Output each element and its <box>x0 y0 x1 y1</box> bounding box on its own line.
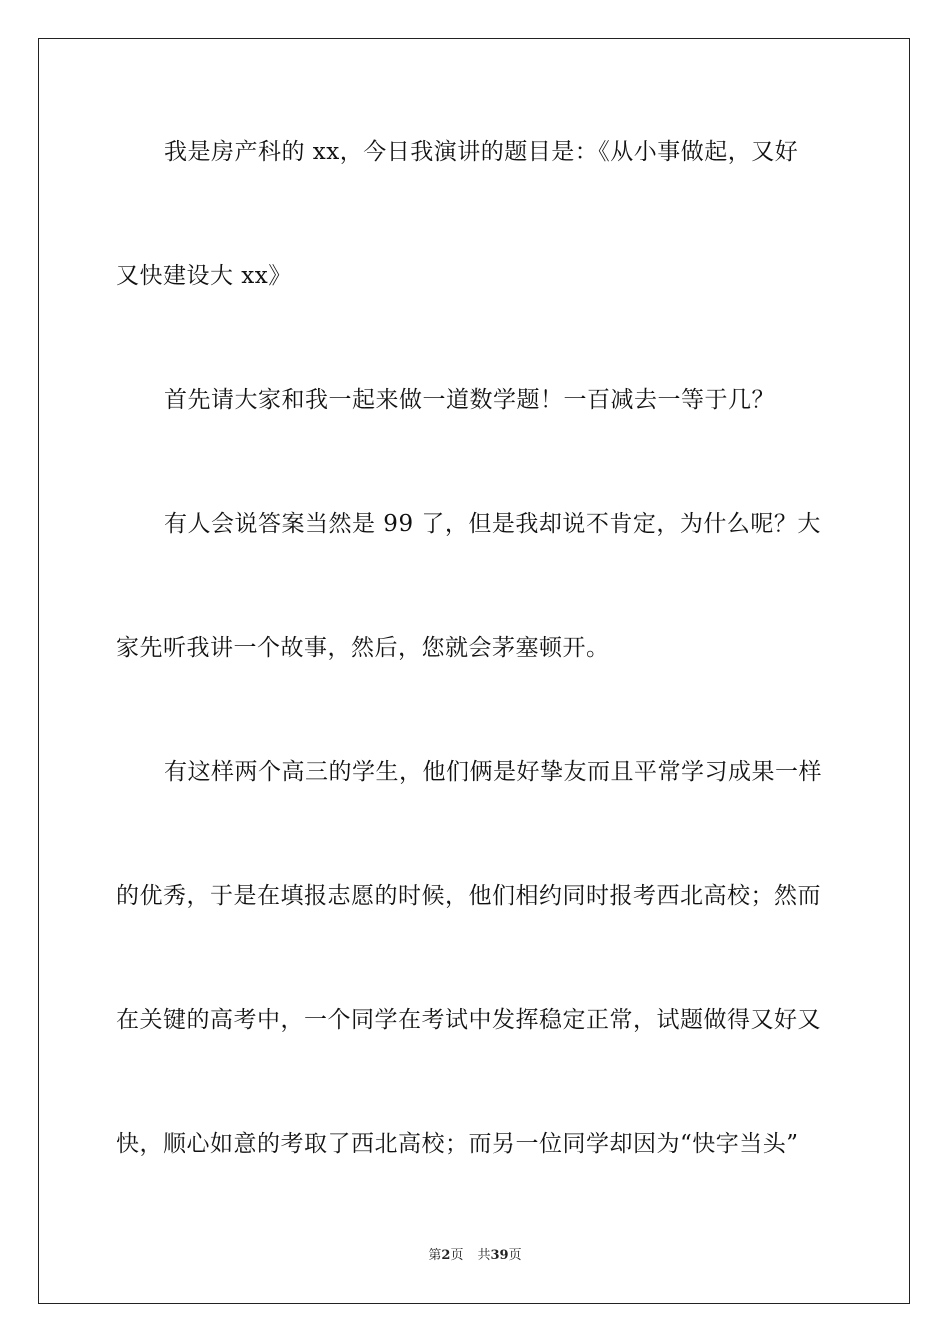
paragraph-line: 又快建设大 xx》 <box>116 263 292 289</box>
paragraph-line: 首先请大家和我一起来做一道数学题！一百减去一等于几？ <box>164 387 775 413</box>
paragraph-line: 有这样两个高三的学生，他们俩是好挚友而且平常学习成果一样 <box>164 759 822 785</box>
page-number: 2 <box>441 1248 451 1263</box>
page-border <box>38 38 910 1304</box>
total-prefix: 共 <box>477 1248 491 1263</box>
paragraph-line: 有人会说答案当然是 99 了，但是我却说不肯定，为什么呢？大 <box>164 511 821 537</box>
page-prefix: 第 <box>428 1248 442 1263</box>
total-suffix: 页 <box>508 1248 522 1263</box>
page-suffix: 页 <box>450 1248 464 1263</box>
paragraph-line: 我是房产科的 xx，今日我演讲的题目是：《从小事做起，又好 <box>164 139 799 165</box>
paragraph-line: 在关键的高考中，一个同学在考试中发挥稳定正常，试题做得又好又 <box>116 1007 821 1033</box>
paragraph-line: 家先听我讲一个故事，然后，您就会茅塞顿开。 <box>116 635 610 661</box>
page-footer <box>0 1248 950 1264</box>
paragraph-line: 的优秀，于是在填报志愿的时候，他们相约同时报考西北高校；然而 <box>116 883 821 909</box>
total-pages: 39 <box>490 1248 509 1263</box>
paragraph-line: 快，顺心如意的考取了西北高校；而另一位同学却因为“快字当头” <box>116 1131 799 1157</box>
